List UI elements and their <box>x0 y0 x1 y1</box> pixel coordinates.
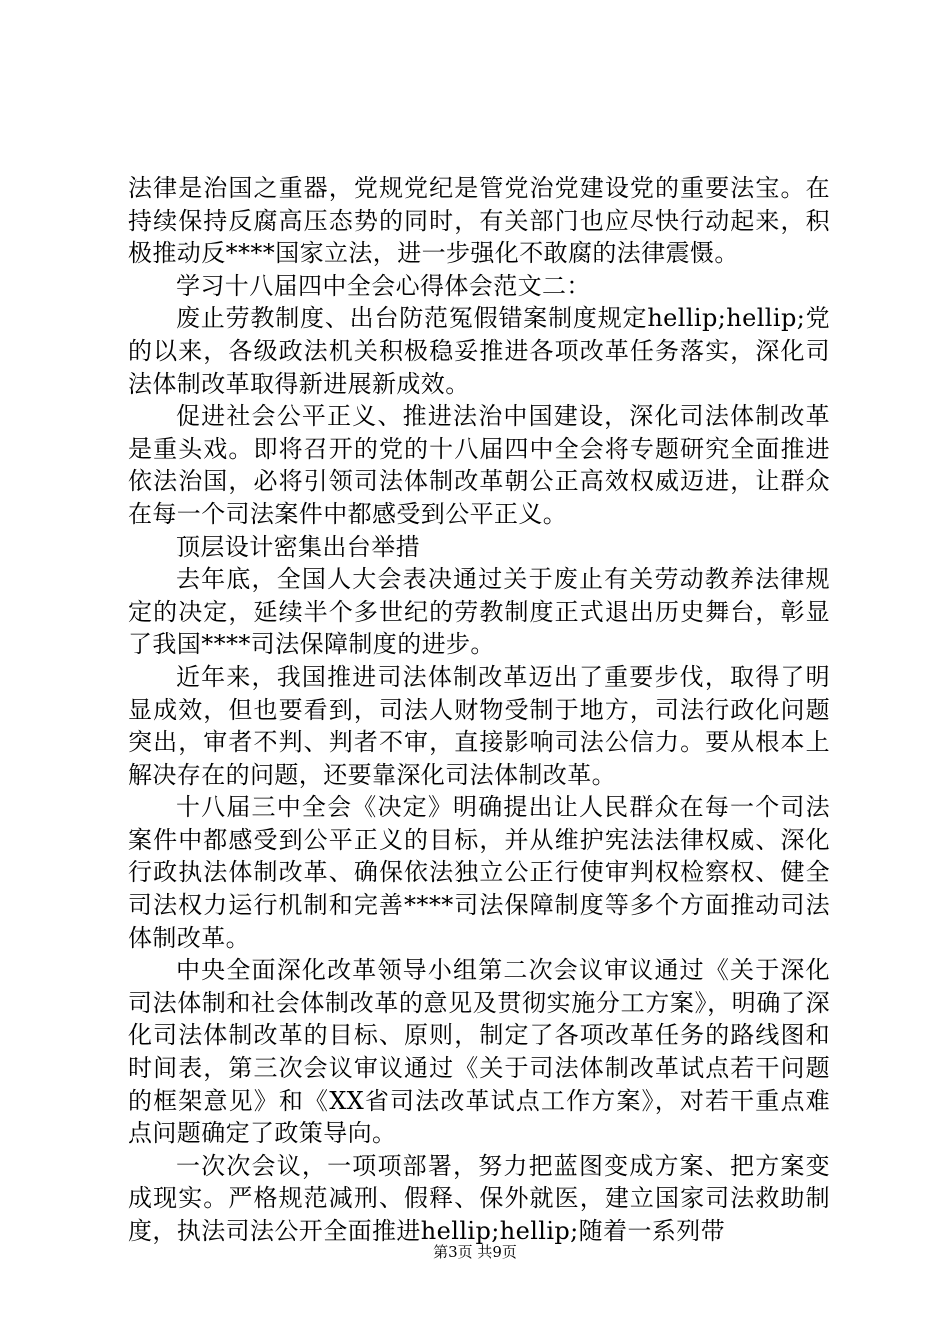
subheading-top-level-design: 顶层设计密集出台举措 <box>176 532 420 561</box>
paragraph-reform-group: 中央全面深化改革领导小组第二次会议审议通过《关于深化司法体制和社会体制改革的意见及贯彻实施分工方案》，明确了深化司法体制改革的目标、原则，制定了各项改革任务的路线图和时间表，第三次会议审议通过《关于司法体制改革试点若干问题的框架意见》和《XX省司法改革试点工作方案》，对若干重点难点问题确定了政策导向。 <box>128 956 830 1148</box>
paragraph-third-plenum: 十八届三中全会《决定》明确提出让人民群众在每一个司法案件中都感受到公平正义的目标，并从维护宪法法律权威、深化行政执法体制改革、确保依法独立公正行使审判权检察权、健全司法权力运行机制和完善****司法保障制度等多个方面推动司法体制改革。 <box>128 793 830 952</box>
paragraph-meetings: 一次次会议，一项项部署，努力把蓝图变成方案、把方案变成现实。严格规范减刑、假释、保外就医，建立国家司法救助制度，执法司法公开全面推进hellip;hellip;随着一系列带 <box>128 1151 830 1245</box>
paragraph-opening: 法律是治国之重器，党规党纪是管党治党建设党的重要法宝。在持续保持反腐高压态势的同时，有关部门也应尽快行动起来，积极推动反****国家立法，进一步强化不敢腐的法律震慑。 <box>128 174 830 268</box>
paragraph-abolish-reeducation: 废止劳教制度、出台防范冤假错案制度规定hellip;hellip;党的以来，各级政法机关积极稳妥推进各项改革任务落实，深化司法体制改革取得新进展新成效。 <box>128 304 830 398</box>
paragraph-last-year: 去年底，全国人大会表决通过关于废止有关劳动教养法律规定的决定，延续半个多世纪的劳教制度正式退出历史舞台，彰显了我国****司法保障制度的进步。 <box>128 565 830 659</box>
section-heading-essay-two: 学习十八届四中全会心得体会范文二： <box>176 271 591 300</box>
paragraph-social-justice: 促进社会公平正义、推进法治中国建设，深化司法体制改革是重头戏。即将召开的党的十八届四中全会将专题研究全面推进依法治国，必将引领司法体制改革朝公正高效权威迈进，让群众在每一个司法案件中都感受到公平正义。 <box>128 402 830 528</box>
paragraph-recent-years: 近年来，我国推进司法体制改革迈出了重要步伐，取得了明显成效，但也要看到，司法人财物受制于地方，司法行政化问题突出，审者不判、判者不审，直接影响司法公信力。要从根本上解决存在的问题，还要靠深化司法体制改革。 <box>128 662 830 789</box>
document-body <box>128 172 830 1248</box>
page-number-footer: 第3页 共9页 <box>433 1243 517 1261</box>
